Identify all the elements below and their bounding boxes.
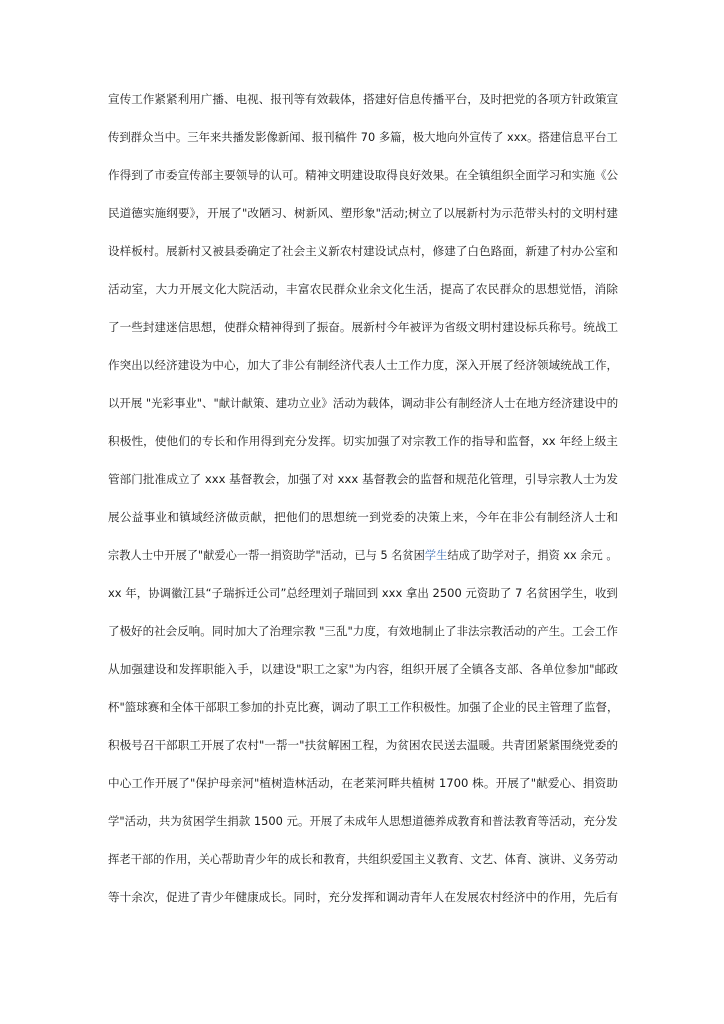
text-line: 设样板村。展新村又被县委确定了社会主义新农村建设试点村，修建了白色路面，新建了村办公室和 [108, 244, 619, 258]
text-line: 传到群众当中。三年来共播发影像新闻、报刊稿件 70 多篇，极大地向外宣传了 xxx。搭建信息平台工 [108, 130, 618, 144]
text-line: 管部门批准成立了 xxx 基督教会，加强了对 xxx 基督教会的监督和规范化管理，引导宗教人士为发 [108, 472, 618, 486]
text-line: 等十余次，促进了青少年健康成长。同时，充分发挥和调动青年人在发展农村经济中的作用，先后有 [108, 890, 619, 904]
text-line: 从加强建设和发挥职能入手，以建设"职工之家"为内容，组织开展了全镇各支部、各单位参加"邮政 [108, 662, 618, 676]
text-line: 活动室，大力开展文化大院活动，丰富农民群众业余文化生活，提高了农民群众的思想觉悟，消除 [108, 282, 618, 296]
text-line: 积极性，使他们的专长和作用得到充分发挥。切实加强了对宗教工作的指导和监督，xx 年经上级主 [108, 434, 618, 448]
text-line: 挥老干部的作用，关心帮助青少年的成长和教育，共组织爱国主义教育、文艺、体育、演讲、义务劳动 [108, 852, 618, 866]
text-line: 宣传工作紧紧利用广播、电视、报刊等有效载体，搭建好信息传播平台，及时把党的各项方针政策宣 [108, 92, 619, 106]
text-line [108, 548, 618, 562]
highlighted-link-text[interactable]: 学生 [424, 548, 448, 562]
text-line: 了一些封建迷信思想，使群众精神得到了振奋。展新村今年被评为省级文明村建设标兵称号。统战工 [108, 320, 619, 334]
text-line: 了极好的社会反响。同时加大了治理宗教 "三乱"力度，有效地制止了非法宗教活动的产生。工会工作 [108, 624, 618, 638]
text-line: 展公益事业和镇域经济做贡献，把他们的思想统一到党委的决策上来，今年在非公有制经济人士和 [108, 510, 618, 524]
text-line: 以开展 "光彩事业"、"献计献策、建功立业》活动为载体，调动非公有制经济人士在地方经济建设中的 [108, 396, 619, 410]
text-segment: 结成了助学对子，捐资 xx 余元 。 [447, 548, 618, 562]
text-line: xx 年，协调徽江县“子瑞拆迁公司”总经理刘子瑞回到 xxx 拿出 2500 元资助了 7 名贫困学生，收到 [108, 586, 618, 600]
text-segment: 宗教人士中开展了"献爱心一帮一捐资助学"活动，已与 5 名贫困 [108, 548, 425, 562]
text-line: 学"活动，共为贫困学生捐款 1500 元。开展了未成年人思想道德养成教育和普法教育等活动，充分发 [108, 814, 618, 828]
text-line: 作得到了市委宣传部主要领导的认可。精神文明建设取得良好效果。在全镇组织全面学习和实施《公 [108, 168, 619, 182]
text-line: 民道德实施纲要》，开展了"改陋习、树新风、塑形象"活动;树立了以展新村为示范带头村的文明村建 [108, 206, 618, 220]
text-line: 积极号召干部职工开展了农村"一帮一"扶贫解困工程，为贫困农民送去温暖。共青团紧紧围绕党委的 [108, 738, 618, 752]
text-line: 杯"篮球赛和全体干部职工参加的扑克比赛，调动了职工工作积极性。加强了企业的民主管理了监督， [108, 700, 619, 714]
text-line: 中心工作开展了"保护母亲河"植树造林活动，在老莱河畔共植树 1700 株。开展了"献爱心、捐资助 [108, 776, 618, 790]
text-line: 作突出以经济建设为中心，加大了非公有制经济代表人士工作力度，深入开展了经济领域统战工作， [108, 358, 619, 372]
